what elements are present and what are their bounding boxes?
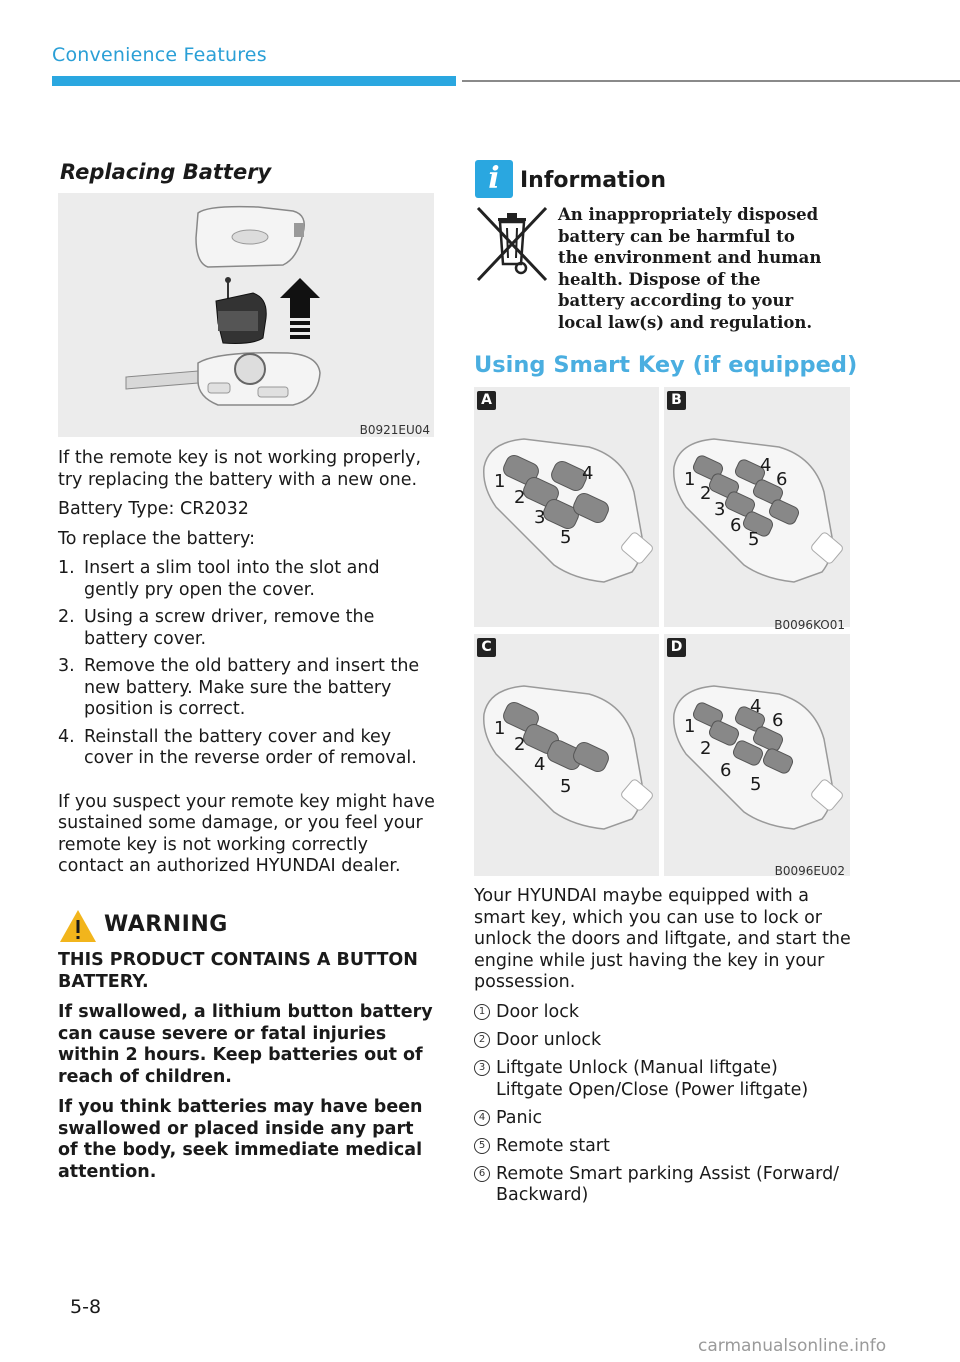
smart-key-fob-drawing bbox=[664, 634, 850, 876]
step-text: Using a screw driver, remove the battery cover. bbox=[84, 607, 375, 649]
function-number: 1 bbox=[474, 1004, 490, 1020]
button-number: 5 bbox=[560, 527, 572, 548]
replacement-steps bbox=[58, 558, 438, 770]
list-item bbox=[58, 656, 438, 721]
button-number: 1 bbox=[684, 469, 696, 490]
list-item bbox=[474, 1002, 854, 1024]
warning-para-3: If you think batteries may have been swallowed or placed inside any part of the body, seek immediate medical attention. bbox=[58, 1097, 423, 1182]
crossed-bin-icon bbox=[474, 204, 550, 284]
smart-key-fob-drawing bbox=[474, 634, 659, 876]
button-number: 3 bbox=[714, 499, 726, 520]
function-text: Liftgate Unlock (Manual liftgate) Liftgate Open/Close (Power liftgate) bbox=[496, 1058, 809, 1100]
smart-key-fob-drawing bbox=[474, 387, 659, 627]
smart-key-panel-c bbox=[474, 634, 659, 876]
image-code-battery: B0921EU04 bbox=[359, 423, 430, 437]
smart-key-description: Your HYUNDAI maybe equipped with a smart key, which you can use to lock or unlock the doors and liftgate, and start the engine while just having the key in your possession. bbox=[474, 886, 851, 992]
smart-key-panel-b bbox=[664, 387, 850, 627]
battery-type: Battery Type: CR2032 bbox=[58, 499, 249, 519]
function-text: Remote Smart parking Assist (Forward/ Backward) bbox=[496, 1163, 840, 1205]
function-text: Door lock bbox=[496, 1002, 579, 1022]
function-text: Remote start bbox=[496, 1135, 610, 1156]
step-number: 2. bbox=[58, 607, 75, 627]
smart-key-panel-d bbox=[664, 634, 850, 876]
button-number: 3 bbox=[534, 507, 546, 528]
list-item bbox=[58, 607, 438, 650]
list-item bbox=[474, 1058, 854, 1101]
button-number: 5 bbox=[748, 529, 760, 550]
image-code-smart-key-bottom: B0096EU02 bbox=[774, 864, 845, 878]
button-number: 6 bbox=[772, 710, 784, 731]
header-section-title: Convenience Features bbox=[52, 44, 267, 66]
button-number: 1 bbox=[494, 471, 506, 492]
warning-icon bbox=[58, 908, 98, 944]
function-number: 4 bbox=[474, 1110, 490, 1126]
damage-note: If you suspect your remote key might have sustained some damage, or you feel your remote key is not working correctly contact an authorized HYUNDAI dealer. bbox=[58, 791, 435, 876]
button-number: 1 bbox=[684, 716, 696, 737]
step-number: 4. bbox=[58, 726, 75, 747]
warning-para-1: THIS PRODUCT CONTAINS A BUTTON BATTERY. bbox=[58, 950, 418, 992]
information-icon: i bbox=[475, 160, 513, 198]
smart-key-panel-a bbox=[474, 387, 659, 627]
list-item bbox=[474, 1164, 854, 1207]
battery-instructions bbox=[58, 448, 438, 878]
step-text: Reinstall the battery cover and key cover in the reverse order of removal. bbox=[84, 726, 417, 768]
function-number: 2 bbox=[474, 1032, 490, 1048]
button-number: 2 bbox=[514, 487, 526, 508]
panel-letter: D bbox=[667, 638, 686, 657]
panel-letter: A bbox=[477, 391, 496, 410]
step-text: Remove the old battery and insert the new battery. Make sure the battery position is correct. bbox=[84, 656, 420, 719]
warning-title: WARNING bbox=[104, 912, 228, 937]
information-title: Information bbox=[520, 168, 666, 193]
intro-text: If the remote key is not working properly, try replacing the battery with a new one. bbox=[58, 448, 422, 490]
list-item bbox=[58, 727, 438, 770]
button-number: 4 bbox=[760, 455, 772, 476]
step-number: 1. bbox=[58, 558, 75, 578]
step-text: Insert a slim tool into the slot and gently pry open the cover. bbox=[84, 558, 380, 600]
function-text: Panic bbox=[496, 1107, 543, 1128]
header-divider bbox=[462, 80, 960, 82]
smart-key-title: Using Smart Key (if equipped) bbox=[474, 352, 858, 378]
smart-key-functions bbox=[474, 1002, 854, 1213]
function-number: 3 bbox=[474, 1060, 490, 1076]
button-number: 6 bbox=[730, 515, 742, 536]
button-number: 2 bbox=[514, 734, 526, 755]
header-accent-bar bbox=[52, 76, 456, 86]
button-number: 4 bbox=[582, 463, 594, 484]
button-number: 5 bbox=[560, 776, 572, 797]
key-battery-drawing bbox=[58, 193, 434, 437]
button-number: 4 bbox=[534, 754, 546, 775]
function-number: 5 bbox=[474, 1138, 490, 1154]
step-number: 3. bbox=[58, 656, 75, 676]
replacing-battery-title: Replacing Battery bbox=[60, 160, 272, 184]
list-item bbox=[474, 1030, 854, 1052]
button-number: 6 bbox=[776, 469, 788, 490]
to-replace-text: To replace the battery: bbox=[58, 528, 255, 549]
button-number: 6 bbox=[720, 760, 732, 781]
button-number: 4 bbox=[750, 696, 762, 717]
button-number: 1 bbox=[494, 718, 506, 739]
function-text: Door unlock bbox=[496, 1030, 602, 1050]
function-number: 6 bbox=[474, 1166, 490, 1182]
warning-para-2: If swallowed, a lithium button battery can cause severe or fatal injuries within 2 hours. Keep batteries out of reach of children. bbox=[58, 1002, 433, 1087]
panel-letter: C bbox=[477, 638, 496, 657]
button-number: 5 bbox=[750, 774, 762, 795]
panel-letter: B bbox=[667, 391, 686, 410]
image-code-smart-key-top: B0096KO01 bbox=[774, 618, 845, 632]
smart-key-fob-drawing bbox=[664, 387, 850, 627]
list-item bbox=[58, 558, 438, 601]
button-number: 2 bbox=[700, 738, 712, 759]
list-item bbox=[474, 1136, 854, 1158]
battery-replacement-illustration bbox=[58, 193, 434, 437]
list-item bbox=[474, 1108, 854, 1130]
button-number: 2 bbox=[700, 483, 712, 504]
watermark: carmanualsonline.info bbox=[698, 1336, 887, 1356]
page-number: 5-8 bbox=[70, 1296, 102, 1318]
information-text: An inappropriately disposed battery can be harmful to the environment and human health. Dispose of the battery according to your local law(s) and regulation. bbox=[558, 205, 822, 332]
warning-body bbox=[58, 950, 436, 1192]
